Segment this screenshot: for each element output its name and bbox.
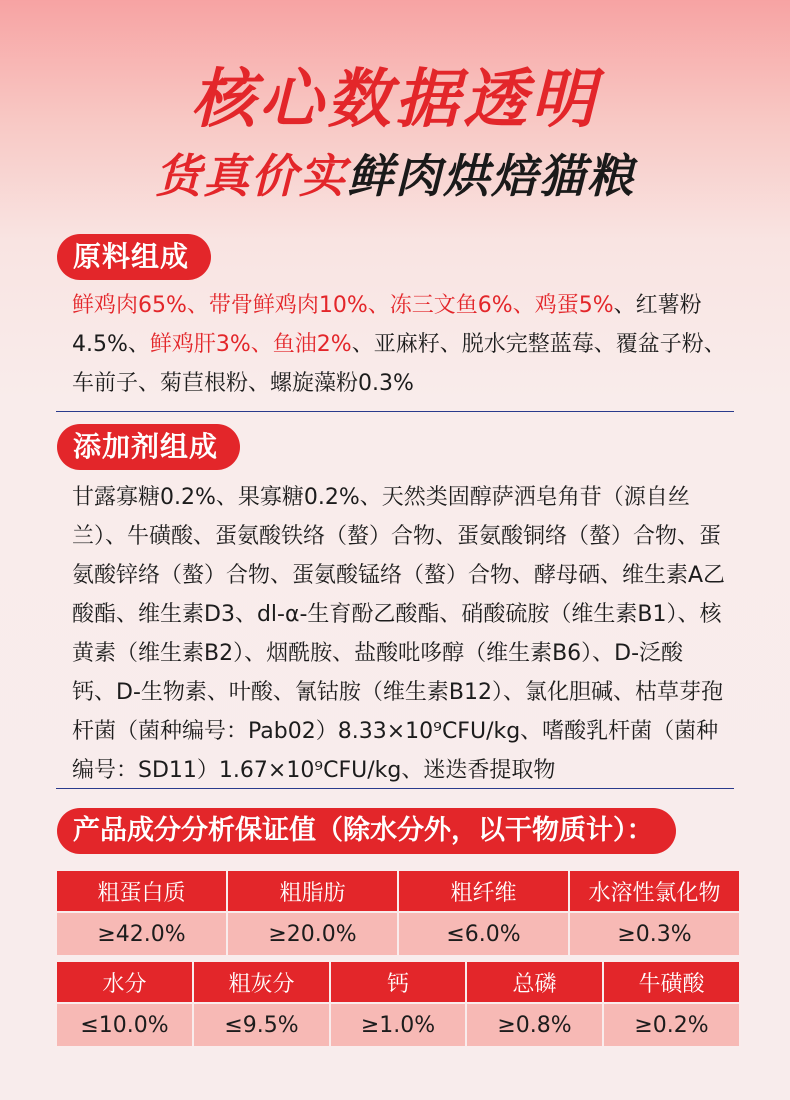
ingredients-label: 原料组成 xyxy=(57,234,211,280)
value-cell: ≤6.0% xyxy=(398,912,569,956)
table-value-row xyxy=(56,1003,740,1047)
value-cell: ≥42.0% xyxy=(56,912,227,956)
analysis-table-1 xyxy=(55,869,741,957)
table-header-row xyxy=(56,961,740,1003)
ingredients-plain-1: 、红薯粉4.5%、 xyxy=(72,293,702,357)
header-cell: 粗脂肪 xyxy=(227,870,398,912)
value-cell: ≥0.8% xyxy=(466,1003,603,1047)
value-cell: ≥20.0% xyxy=(227,912,398,956)
ingredients-highlight-2: 鲜鸡肝3%、鱼油2% xyxy=(149,332,352,357)
analysis-table-2 xyxy=(55,960,741,1048)
header-cell: 粗蛋白质 xyxy=(56,870,227,912)
value-cell: ≤10.0% xyxy=(56,1003,193,1047)
header-cell: 钙 xyxy=(330,961,466,1003)
additives-text: 甘露寡糖0.2%、果寡糖0.2%、天然类固醇萨洒皂角苷（源自丝兰）、牛磺酸、蛋氨酸铁络（螯）合物、蛋氨酸铜络（螯）合物、蛋氨酸锌络（螯）合物、蛋氨酸锰络（螯）合物、酵母硒、维生素A乙酸酯、维生素D3、dl-α-生育酚乙酸酯、硝酸硫胺（维生素B1）、核黄素（维生素B2）、烟酰胺、盐酸吡哆醇（维生素B6）、D-泛酸钙、D-生物素、叶酸、氰钴胺（维生素B12）、氯化胆碱、枯草芽孢杆菌（菌种编号：Pab02）8.33×10⁹CFU/kg、嗜酸乳杆菌（菌种编号：SD11）1.67×10⁹CFU/kg、迷迭香提取物 xyxy=(72,485,726,783)
analysis-label: 产品成分分析保证值（除水分外，以干物质计）： xyxy=(57,808,676,854)
value-cell: ≥0.3% xyxy=(569,912,740,956)
header-cell: 牛磺酸 xyxy=(603,961,740,1003)
sub-title-dark: 鲜肉烘焙猫粮 xyxy=(347,149,635,203)
sub-title-red: 货真价实 xyxy=(155,149,347,203)
sub-title xyxy=(0,140,790,206)
header-cell: 总磷 xyxy=(466,961,603,1003)
header-cell: 粗灰分 xyxy=(193,961,330,1003)
additives-label: 添加剂组成 xyxy=(57,424,240,470)
header-cell: 粗纤维 xyxy=(398,870,569,912)
table-header-row xyxy=(56,870,740,912)
header-cell: 水分 xyxy=(56,961,193,1003)
section-divider xyxy=(56,411,734,412)
table-value-row xyxy=(56,912,740,956)
header-cell: 水溶性氯化物 xyxy=(569,870,740,912)
value-cell: ≤9.5% xyxy=(193,1003,330,1047)
section-divider xyxy=(56,788,734,789)
ingredients-text xyxy=(72,286,726,403)
ingredients-plain-2: 、亚麻籽、脱水完整蓝莓、覆盆子粉、车前子、菊苣根粉、螺旋藻粉0.3% xyxy=(72,332,726,396)
value-cell: ≥1.0% xyxy=(330,1003,466,1047)
ingredients-highlight-1: 鲜鸡肉65%、带骨鲜鸡肉10%、冻三文鱼6%、鸡蛋5% xyxy=(72,293,614,318)
main-title: 核心数据透明 xyxy=(191,63,599,137)
value-cell: ≥0.2% xyxy=(603,1003,740,1047)
